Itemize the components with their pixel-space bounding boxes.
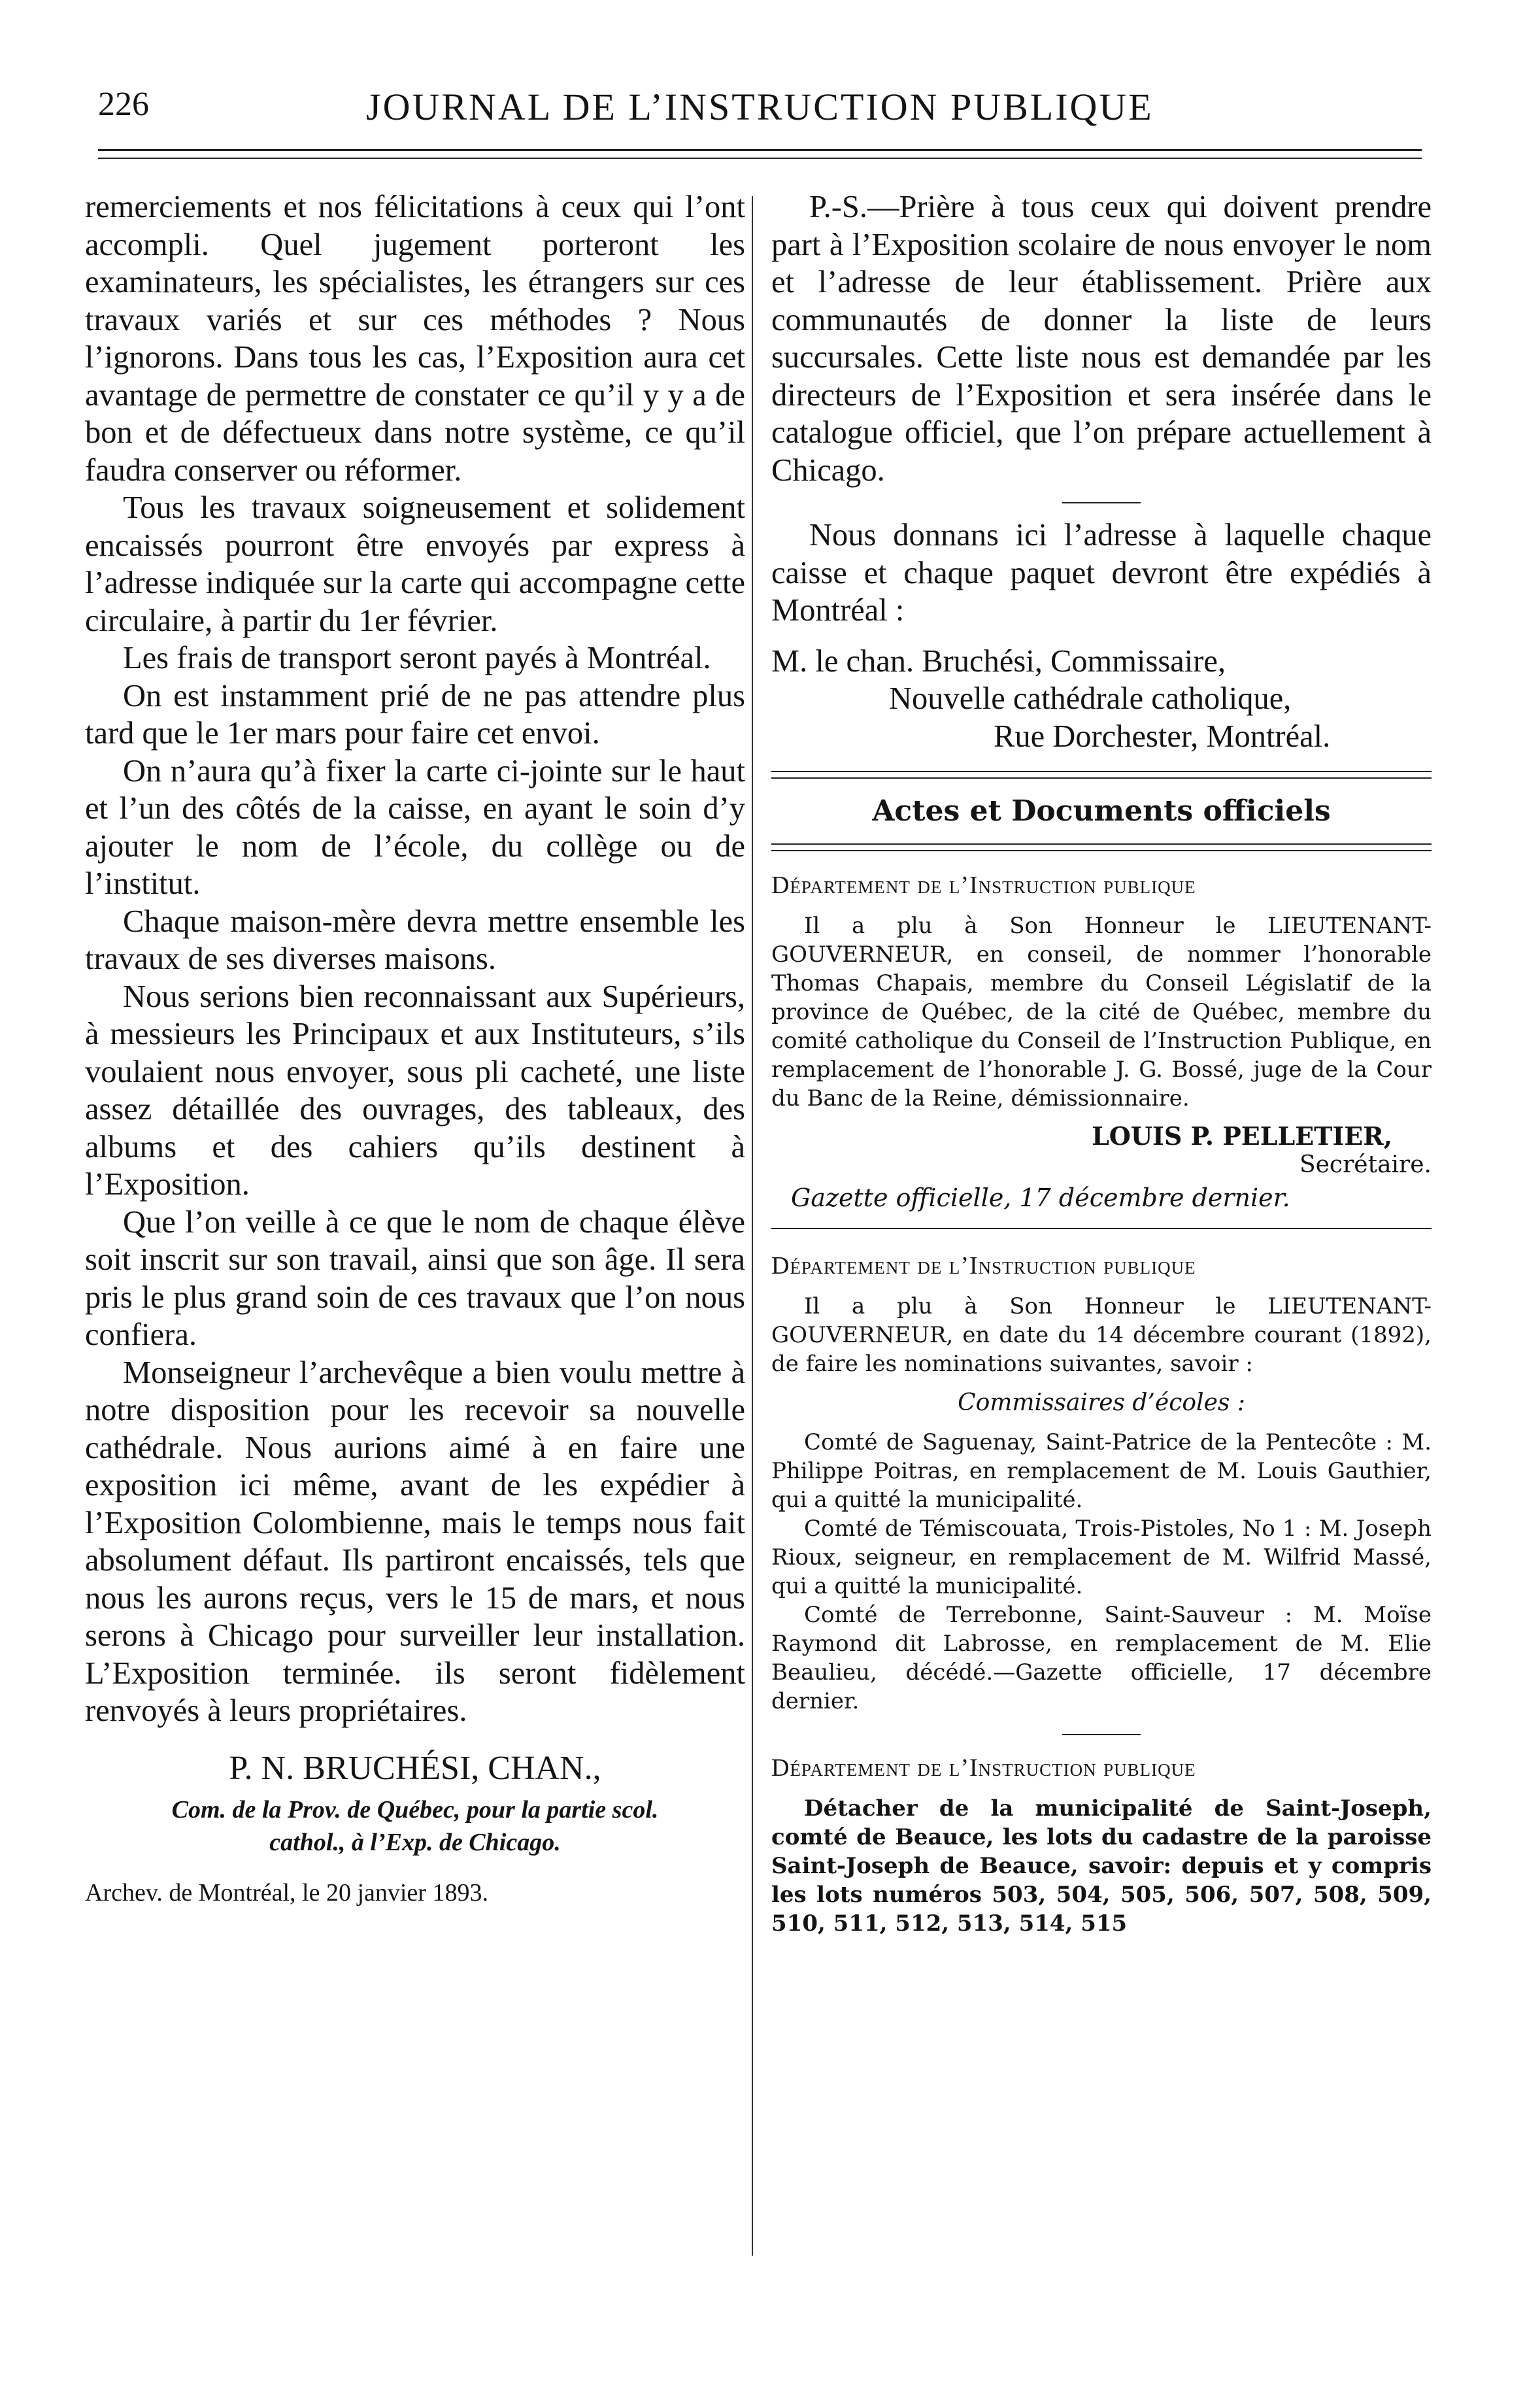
paragraph: Nous serions bien reconnaissant aux Supérieurs, à messieurs les Principaux et aux Instituteurs, s’ils voulaient nous envoyer, sous pli cacheté, une liste assez détaillée des ouvrages, des tableaux, des albums et des cahiers qu’ils destinent à l’Exposition. bbox=[85, 979, 745, 1202]
paragraph: On n’aura qu’à fixer la carte ci-jointe sur le haut et l’un des côtés de la caisse, en ayant le soin d’y ajouter le nom de l’école, du collège ou de l’institut. bbox=[85, 753, 745, 901]
running-title: JOURNAL DE L’INSTRUCTION PUBLIQUE bbox=[366, 86, 1154, 128]
short-rule bbox=[1062, 1734, 1141, 1735]
page-header bbox=[98, 85, 1425, 144]
section-title: Actes et Documents officiels bbox=[872, 794, 1331, 828]
signature-title-line-2: cathol., à l’Exp. de Chicago. bbox=[269, 1829, 561, 1856]
address-line: Nouvelle cathédrale catholique, bbox=[889, 681, 1292, 716]
notice-1 bbox=[771, 911, 1432, 1212]
department-heading: Département de l’Instruction publique bbox=[771, 872, 1196, 899]
notice-3 bbox=[771, 1794, 1432, 1938]
notice-text: Il a plu à Son Honneur le LIEUTENANT-GOUVERNEUR, en date du 14 décembre courant (1892), de faire les nominations suivantes, savoir : bbox=[771, 1293, 1432, 1377]
department-heading: Département de l’Instruction publique bbox=[771, 1252, 1196, 1280]
paragraph: Que l’on veille à ce que le nom de chaque élève soit inscrit sur son travail, ainsi que son âge. Il sera pris le plus grand soin de ces travaux que l’on nous confiera. bbox=[85, 1204, 745, 1352]
notice-2 bbox=[771, 1292, 1432, 1716]
paragraph: On est instamment prié de ne pas attendre plus tard que le 1er mars pour faire cet envoi. bbox=[85, 678, 745, 751]
notice-item: Comté de Terrebonne, Saint-Sauveur : M. Moïse Raymond dit Labrosse, en remplacement de M. Elie Beaulieu, décédé.—Gazette officielle, 17 décembre dernier. bbox=[771, 1602, 1432, 1714]
notice-text: Il a plu à Son Honneur le LIEUTENANT-GOUVERNEUR, en conseil, de nommer l’honorable Thomas Chapais, membre du Conseil Législatif de la province de Québec, de la cité de Québec, membre du comité catholique du Conseil de l’Instruction Publique, en remplacement de l’honorable J. G. Bossé, juge de la Cour du Banc de la Reine, démissionnaire. bbox=[771, 913, 1432, 1111]
page-number: 226 bbox=[98, 86, 149, 123]
paragraph: Les frais de transport seront payés à Montréal. bbox=[123, 641, 711, 675]
notice-rule bbox=[771, 1228, 1432, 1232]
left-column bbox=[85, 188, 745, 1912]
address-line: Rue Dorchester, Montréal. bbox=[994, 719, 1331, 754]
dateline: Archev. de Montréal, le 20 janvier 1893. bbox=[85, 1879, 488, 1907]
header-rule bbox=[98, 149, 1422, 159]
notice-text: Détacher de la municipalité de Saint-Joseph, comté de Beauce, les lots du cadastre de la paroisse Saint-Joseph de Beauce, savoir: depuis et y compris les lots numéros 503, 504, 505, 506, 507, 508, 509, 510, 511, 512, 513, 514, 515 bbox=[771, 1795, 1432, 1937]
section-rule bbox=[771, 771, 1432, 779]
section-rule bbox=[771, 843, 1432, 851]
signature-title-line-1: Com. de la Prov. de Québec, pour la partie scol. bbox=[171, 1796, 659, 1823]
paragraph: Tous les travaux soigneusement et solidement encaissés pourront être envoyés par express à l’adresse indiquée sur la carte qui accompagne cette circulaire, à partir du 1er février. bbox=[85, 490, 745, 638]
notice-signature-title: Secrétaire. bbox=[1299, 1151, 1432, 1178]
paragraph: Monseigneur l’archevêque a bien voulu mettre à notre disposition pour les recevoir sa nouvelle cathédrale. Nous aurions aimé à en faire une exposition ici même, avant de les expédier à l’Exposition Colombienne, mais le temps nous fait absolument défaut. Ils partiront encaissés, tels que nous les aurons reçus, vers le 15 de mars, et nous serons à Chicago pour surveiller leur installation. L’Exposition terminée. ils seront fidèlement renvoyés à leurs propriétaires. bbox=[85, 1355, 745, 1728]
notice-signature: LOUIS P. PELLETIER, bbox=[1092, 1121, 1392, 1151]
paragraph: remerciements et nos félicitations à ceux qui l’ont accompli. Quel jugement porteront les examinateurs, les spécialistes, les étrangers sur ces travaux variés et sur ces méthodes ? Nous l’ignorons. Dans tous les cas, l’Exposition aura cet avantage de permettre de constater ce qu’il y y a de bon et de défectueux dans notre système, ce qu’il faudra conserver ou réformer. bbox=[85, 190, 745, 488]
postscript: P.-S.—Prière à tous ceux qui doivent prendre part à l’Exposition scolaire de nous envoyer le nom et l’adresse de leur établissement. Prière aux communautés de donner la liste de leurs succursales. Cette liste nous est demandée par les directeurs de l’Exposition et sera insérée dans le catalogue officiel, que l’on prépare actuellement à Chicago. bbox=[771, 190, 1432, 488]
gazette-reference: Gazette officielle, 17 décembre dernier. bbox=[791, 1183, 1290, 1212]
right-column bbox=[771, 188, 1432, 1938]
department-heading: Département de l’Instruction publique bbox=[771, 1754, 1196, 1782]
paragraph: Chaque maison-mère devra mettre ensemble les travaux de ses diverses maisons. bbox=[85, 904, 745, 976]
notice-subheading: Commissaires d’écoles : bbox=[958, 1389, 1245, 1416]
address-line: M. le chan. Bruchési, Commissaire, bbox=[771, 643, 1226, 679]
signature-name: P. N. BRUCHÉSI, CHAN., bbox=[229, 1749, 601, 1787]
short-rule bbox=[1062, 502, 1141, 503]
address-intro: Nous donnans ici l’adresse à laquelle chaque caisse et chaque paquet devront être expédiés à Montréal : bbox=[771, 518, 1432, 628]
notice-item: Comté de Saguenay, Saint-Patrice de la Pentecôte : M. Philippe Poitras, en remplacement de M. Louis Gauthier, qui a quitté la municipalité. bbox=[771, 1429, 1432, 1513]
notice-item: Comté de Témiscouata, Trois-Pistoles, No 1 : M. Joseph Rioux, seigneur, en remplacement de M. Wilfrid Massé, qui a quitté la municipalité. bbox=[771, 1516, 1432, 1599]
column-separator bbox=[752, 196, 753, 2256]
